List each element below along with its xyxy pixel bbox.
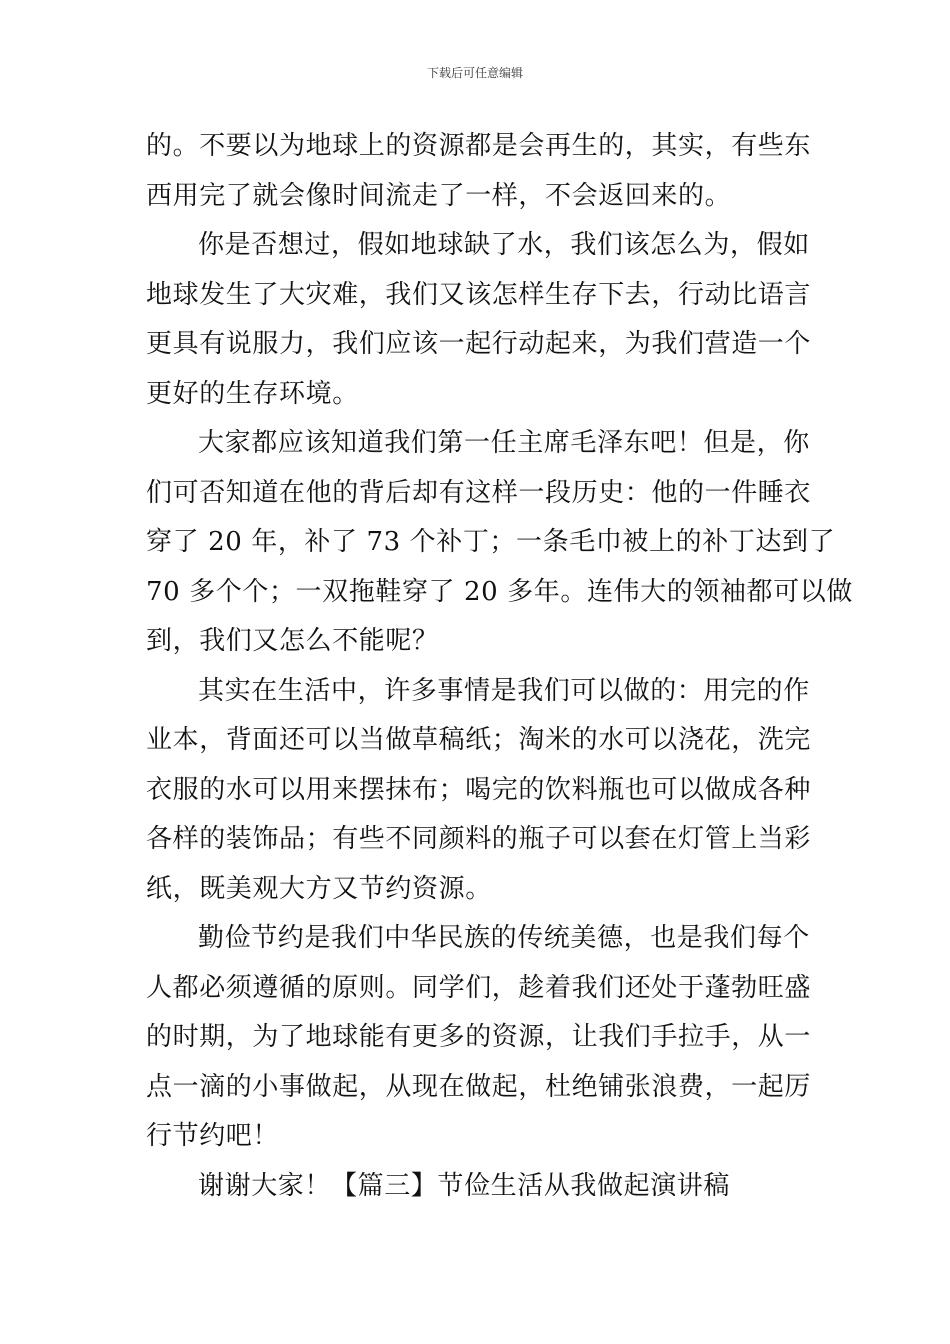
text-line: 们可否知道在他的背后却有这样一段历史：他的一件睡衣 — [146, 477, 812, 508]
paragraph-6 — [146, 1162, 810, 1212]
text-line: 其实在生活中，许多事情是我们可以做的：用完的作 — [198, 675, 810, 706]
text-line: 到，我们又怎么不能呢？ — [146, 626, 439, 656]
text-line: 地球发生了大灾难，我们又该怎样生存下去，行动比语言 — [146, 279, 812, 310]
text-line: 更好的生存环境。 — [146, 378, 359, 409]
text-line: 各样的装饰品；有些不同颜料的瓶子可以套在灯管上当彩 — [146, 824, 812, 854]
text-line: 更具有说服力，我们应该一起行动起来，为我们营造一个 — [146, 329, 812, 359]
text-line: 勤俭节约是我们中华民族的传统美德，也是我们每个 — [198, 923, 810, 953]
text-line: 人都必须遵循的原则。同学们，趁着我们还处于蓬勃旺盛 — [146, 972, 812, 1003]
text-line: 业本，背面还可以当做草稿纸；淘米的水可以浇花，洗完 — [146, 725, 812, 755]
text-line: 的。不要以为地球上的资源都是会再生的，其实，有些东 — [146, 131, 812, 161]
text-line: 衣服的水可以用来摆抹布；喝完的饮料瓶也可以做成各种 — [146, 774, 812, 805]
paragraph-5 — [146, 914, 810, 1162]
paragraph-3 — [146, 419, 853, 667]
text-line: 西用完了就会像时间流走了一样，不会返回来的。 — [146, 180, 732, 211]
text-line: 的时期，为了地球能有更多的资源，让我们手拉手，从一 — [146, 1022, 812, 1052]
text-line: 大家都应该知道我们第一任主席毛泽东吧！但是，你 — [198, 428, 810, 458]
text-line: 行节约吧！ — [146, 1121, 280, 1151]
text-line: 纸，既美观大方又节约资源。 — [146, 873, 492, 904]
paragraph-4 — [146, 667, 810, 915]
page-header: 下载后可任意编辑 — [426, 66, 523, 80]
text-line: 谢谢大家！【篇三】节俭生活从我做起演讲稿 — [198, 1170, 731, 1201]
paragraph-2 — [146, 221, 810, 419]
text-line: 70 多个个；一双拖鞋穿了 20 多年。连伟大的领袖都可以做 — [146, 576, 853, 607]
paragraph-1 — [146, 122, 810, 221]
text-line: 穿了 20 年，补了 73 个补丁；一条毛巾被上的补丁达到了 — [146, 527, 836, 557]
text-line: 点一滴的小事做起，从现在做起，杜绝铺张浪费，一起厉 — [146, 1071, 812, 1102]
document-body — [146, 122, 853, 1211]
text-line: 你是否想过，假如地球缺了水，我们该怎么为，假如 — [198, 230, 810, 260]
